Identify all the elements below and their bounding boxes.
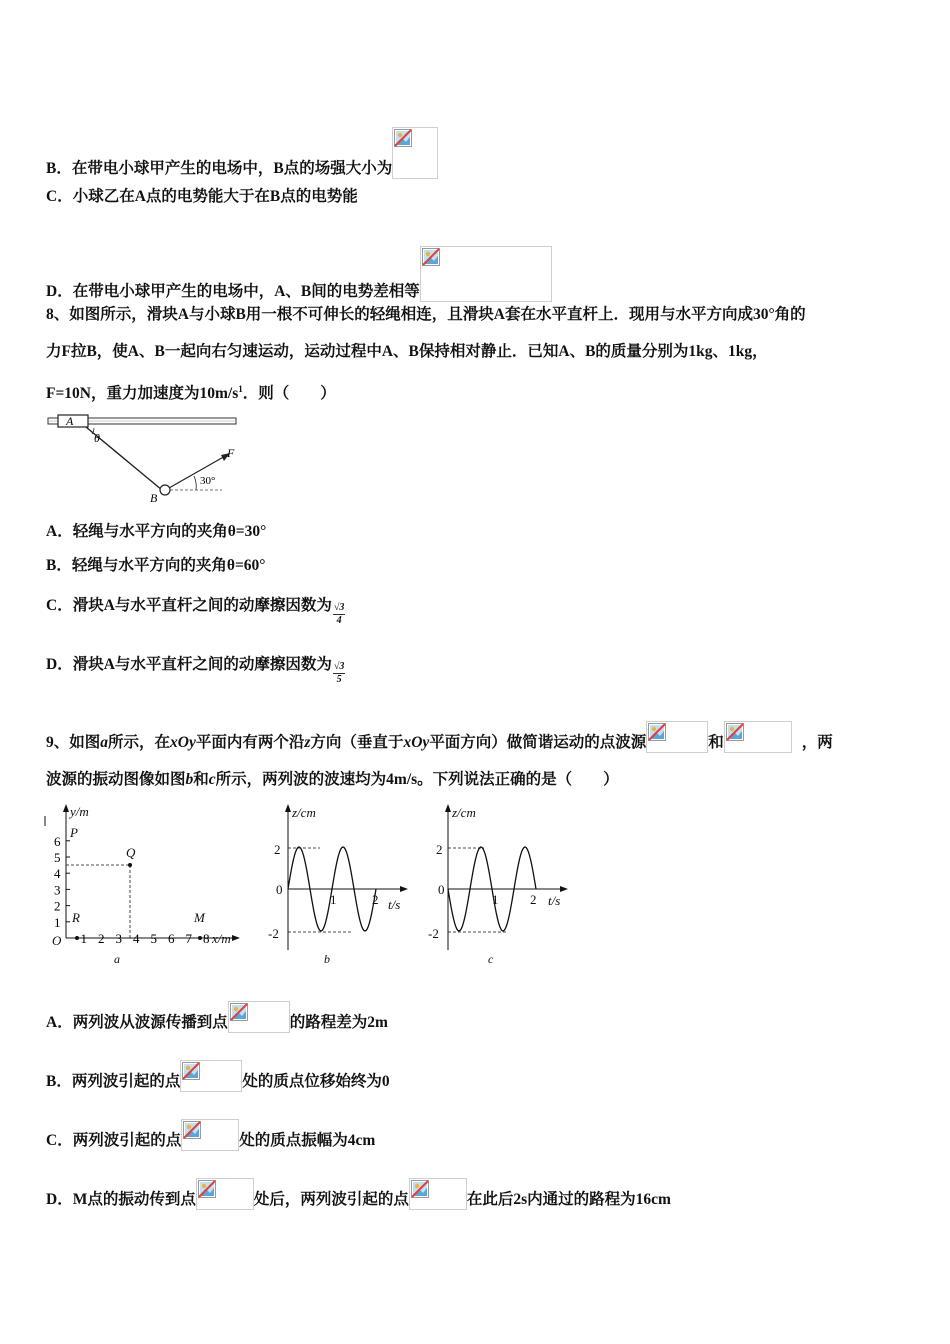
svg-text:c: c: [488, 952, 494, 966]
label-angle: 30°: [200, 475, 216, 487]
q9-option-b: B．两列波引起的点 处的质点位移始终为0: [46, 1060, 390, 1092]
fraction: $\frac{√3}{5}$: [333, 661, 345, 685]
option-letter: D: [46, 283, 58, 300]
y-tick-label: 5: [54, 850, 61, 865]
svg-text:2: 2: [274, 842, 281, 857]
option-letter: B: [46, 160, 57, 177]
option-letter: C: [46, 188, 58, 205]
broken-image-icon: [420, 246, 552, 302]
svg-text:2: 2: [530, 892, 537, 907]
x-tick-label: 6: [168, 931, 175, 946]
label-b: B: [150, 491, 158, 505]
x-tick-label: 2: [98, 931, 105, 946]
q9-stem-line2: 波源的振动图像如图b和c所示，两列波的波速均为4m/s。下列说法正确的是（ ）: [46, 771, 619, 788]
q8-option-c: C．滑块A与水平直杆之间的动摩擦因数为 $\frac{√3}{4}$: [46, 597, 345, 626]
x-tick-label: 4: [133, 931, 140, 946]
svg-text:2: 2: [372, 892, 379, 907]
label-theta: θ: [94, 431, 100, 445]
q7-option-b: B．在带电小球甲产生的电场中，B点的场强大小为: [46, 127, 438, 179]
q9-figure-b: [264, 800, 414, 968]
svg-text:1: 1: [330, 892, 337, 907]
q8-figure: [44, 410, 244, 506]
q9-figure-a: [44, 800, 244, 968]
option-text: 在带电小球甲产生的电场中，A、B间的电势差相等: [72, 283, 420, 300]
broken-image-icon: [180, 1060, 242, 1092]
svg-text:y/m: y/m: [70, 804, 89, 819]
label-f: F: [227, 446, 235, 460]
svg-text:b: b: [324, 952, 330, 966]
option-text: 小球乙在A点的电势能大于在B点的电势能: [72, 188, 358, 205]
svg-text:0: 0: [276, 882, 283, 897]
svg-text:1: 1: [492, 892, 499, 907]
svg-text:0: 0: [438, 882, 445, 897]
q8-stem-line3: F=10N，重力加速度为$10m/s^1$．则（ ）: [46, 384, 336, 403]
q9-stem-line1: 9、如图a所示，在xOy平面内有两个沿z方向（垂直于xOy平面方向）做简谐运动的点波源 和 ，两: [46, 721, 833, 753]
q8-stem-line1: 8、如图所示，滑块A与小球B用一根不可伸长的轻绳相连，且滑块A套在水平直杆上．现用与水平方向成30°角的: [46, 306, 806, 323]
q9-option-a: A．两列波从波源传播到点 的路程差为2m: [46, 1001, 388, 1033]
x-tick-label: 3: [115, 931, 122, 946]
x-tick-label: 7: [185, 931, 192, 946]
x-tick-label: 5: [150, 931, 157, 946]
q9-option-c: C．两列波引起的点 处的质点振幅为4cm: [46, 1119, 375, 1151]
svg-text:a: a: [114, 952, 120, 966]
svg-text:t/s: t/s: [548, 893, 561, 908]
svg-text:M: M: [194, 910, 205, 925]
broken-image-icon: [409, 1178, 467, 1210]
y-tick-label: 1: [54, 914, 61, 930]
svg-text:-2: -2: [268, 926, 279, 941]
svg-text:2: 2: [436, 842, 443, 857]
svg-text:O: O: [52, 933, 62, 948]
x-tick-label: 1: [80, 931, 87, 946]
x-tick-label: 8: [203, 931, 210, 946]
q8-option-b: B．轻绳与水平方向的夹角θ=60°: [46, 557, 266, 574]
label-a: A: [66, 414, 74, 428]
q9-figure-c: [424, 800, 574, 968]
broken-image-icon: [228, 1001, 290, 1033]
svg-text:-2: -2: [428, 926, 439, 941]
svg-text:t/s: t/s: [388, 897, 401, 912]
q9-option-d: D．M点的振动传到点 处后，两列波引起的点 在此后2s内通过的路程为16cm: [46, 1178, 671, 1210]
fraction: $\frac{√3}{4}$: [333, 602, 345, 626]
broken-image-icon: [724, 721, 792, 753]
option-text: 在带电小球甲产生的电场中，B点的场强大小为: [71, 160, 393, 177]
svg-text:z/cm: z/cm: [292, 805, 316, 820]
broken-image-icon: [181, 1119, 239, 1151]
q8-option-d: D．滑块A与水平直杆之间的动摩擦因数为 $\frac{√3}{5}$: [46, 656, 345, 685]
svg-text:Q: Q: [126, 845, 136, 860]
y-tick-label: 3: [54, 882, 61, 898]
q8-option-a: A．轻绳与水平方向的夹角θ=30°: [46, 523, 267, 540]
q7-option-d: D．在带电小球甲产生的电场中，A、B间的电势差相等: [46, 246, 552, 302]
broken-image-icon: [646, 721, 708, 753]
y-tick-label: 6: [54, 833, 61, 849]
svg-text:P: P: [70, 825, 78, 840]
broken-image-icon: [196, 1178, 254, 1210]
broken-image-icon: [392, 127, 438, 179]
y-tick-label: 4: [54, 866, 61, 882]
q8-stem-line2: 力F拉B，使A、B一起向右匀速运动，运动过程中A、B保持相对静止．已知A、B的质量分别为1kg、1kg，: [46, 343, 768, 360]
svg-text:x/m: x/m: [212, 931, 231, 946]
svg-text:z/cm: z/cm: [452, 805, 476, 820]
svg-text:R: R: [72, 910, 80, 925]
y-tick-label: 2: [54, 898, 61, 914]
q7-option-c: C．小球乙在A点的电势能大于在B点的电势能: [46, 188, 358, 205]
